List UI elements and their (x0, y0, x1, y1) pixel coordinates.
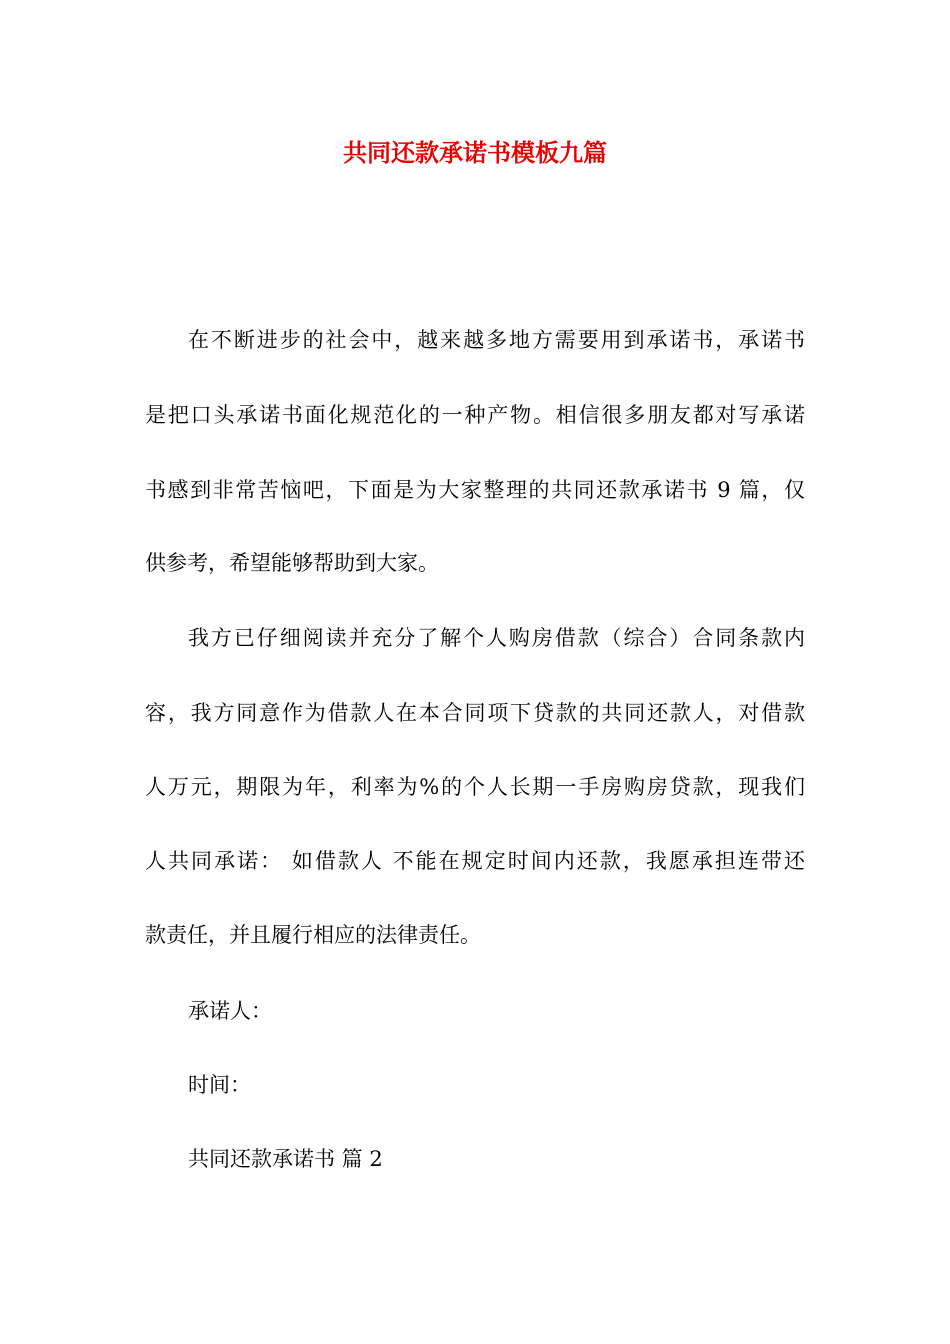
paragraph-line: 书感到非常苦恼吧，下面是为大家整理的共同还款承诺书 9 篇，仅 (145, 478, 805, 502)
document-title: 共同还款承诺书模板九篇 (343, 138, 607, 167)
paragraph-line: 人万元，期限为年，利率为%的个人长期一手房购房贷款，现我们 (145, 775, 805, 799)
signer-label: 承诺人： (188, 999, 272, 1023)
paragraph-line: 是把口头承诺书面化规范化的一种产物。相信很多朋友都对写承诺 (145, 403, 805, 427)
paragraph-line: 人共同承诺： 如借款人 不能在规定时间内还款，我愿承担连带还 (145, 849, 805, 873)
paragraph-line: 供参考，希望能够帮助到大家。 (145, 551, 439, 575)
paragraph-line: 在不断进步的社会中，越来越多地方需要用到承诺书，承诺书 (188, 328, 805, 352)
paragraph-line: 我方已仔细阅读并充分了解个人购房借款（综合）合同条款内 (188, 626, 805, 650)
date-label: 时间： (188, 1073, 251, 1097)
section-heading: 共同还款承诺书 篇 2 (188, 1147, 383, 1171)
paragraph-line: 容，我方同意作为借款人在本合同项下贷款的共同还款人，对借款 (145, 701, 805, 725)
paragraph-line: 款责任，并且履行相应的法律责任。 (145, 923, 481, 947)
